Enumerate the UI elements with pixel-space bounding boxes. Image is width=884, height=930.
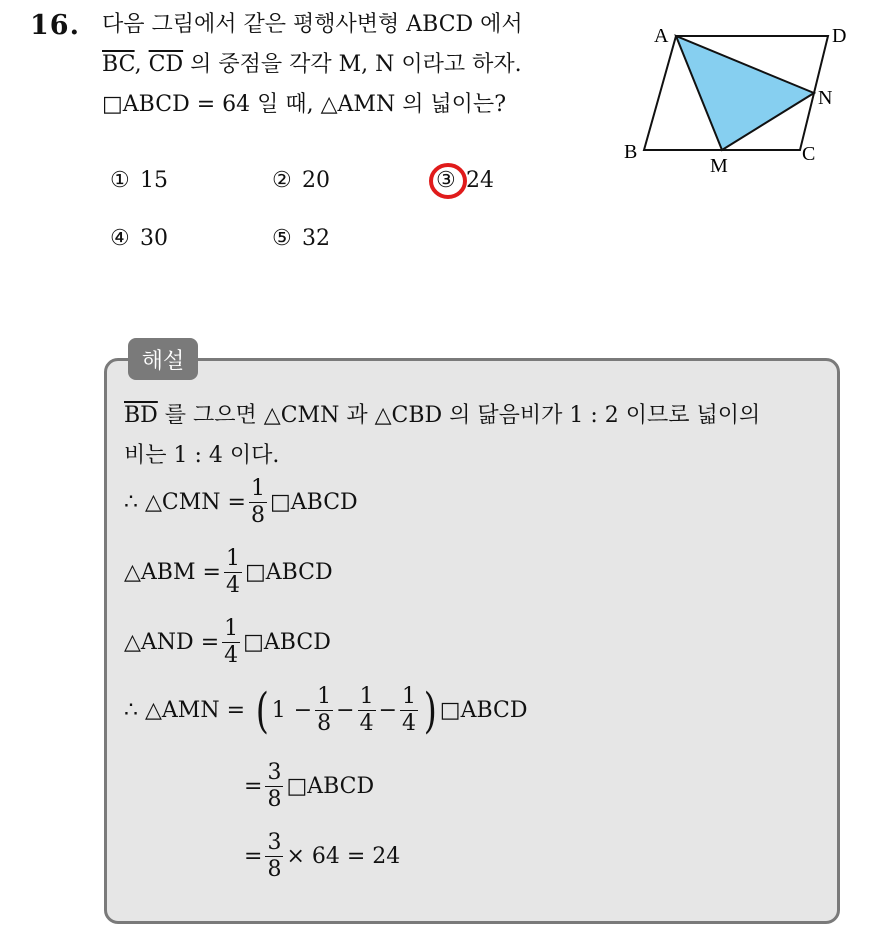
label-n: N bbox=[818, 87, 833, 109]
question-line-2-rest: 의 중점을 각각 M, N 이라고 하자. bbox=[183, 52, 522, 77]
eq3-num: 1 bbox=[224, 616, 239, 641]
eq5-den: 8 bbox=[267, 787, 282, 812]
solution-tag: 해설 bbox=[128, 338, 198, 380]
eq3-fraction bbox=[222, 618, 240, 667]
equation-step-6 bbox=[244, 832, 400, 881]
eq6-left: = bbox=[244, 844, 263, 869]
eq4-minus-1: − bbox=[293, 698, 313, 723]
eq5-right: □ABCD bbox=[286, 774, 375, 799]
equation-step-5 bbox=[244, 762, 374, 811]
left-paren: ( bbox=[255, 682, 269, 739]
eq4-d3: 4 bbox=[402, 711, 417, 736]
question-number: 16. bbox=[30, 10, 80, 41]
label-d: D bbox=[832, 25, 847, 47]
eq4-n1: 1 bbox=[317, 684, 332, 709]
choice-2-value: 20 bbox=[302, 168, 330, 193]
right-paren: ) bbox=[423, 682, 437, 739]
choice-1-mark: ① bbox=[110, 168, 130, 193]
eq5-left: = bbox=[244, 774, 263, 799]
eq4-right: □ABCD bbox=[439, 698, 528, 723]
eq2-left: △ABM = bbox=[124, 560, 221, 585]
eq4-n3: 1 bbox=[402, 684, 417, 709]
eq6-right: × 64 = 24 bbox=[286, 844, 401, 869]
eq2-num: 1 bbox=[225, 546, 240, 571]
label-a: A bbox=[654, 25, 669, 47]
eq4-one: 1 bbox=[271, 698, 286, 723]
equation-cmn bbox=[124, 478, 358, 527]
segment-cd: $\overline{CD}$ bbox=[148, 52, 184, 77]
eq3-den: 4 bbox=[224, 643, 239, 668]
choice-5[interactable] bbox=[272, 226, 330, 251]
choice-3-mark: ③ bbox=[436, 168, 456, 193]
eq4-left: ∴ △AMN = bbox=[124, 698, 245, 723]
eq3-left: △AND = bbox=[124, 630, 220, 655]
eq1-fraction bbox=[249, 478, 267, 527]
choice-1[interactable] bbox=[110, 168, 168, 193]
eq4-fraction-1 bbox=[315, 686, 333, 735]
eq1-right: □ABCD bbox=[269, 490, 358, 515]
eq1-den: 8 bbox=[250, 503, 265, 528]
eq5-num: 3 bbox=[267, 760, 282, 785]
choice-4[interactable] bbox=[110, 226, 168, 251]
eq2-right: □ABCD bbox=[244, 560, 333, 585]
solution-line-1-rest: 를 그으면 △CMN 과 △CBD 의 닮음비가 1 : 2 이므로 넓이의 bbox=[157, 403, 761, 428]
choice-5-mark: ⑤ bbox=[272, 226, 292, 251]
question-line-3: □ABCD = 64 일 때, △AMN 의 넓이는? bbox=[102, 92, 506, 117]
eq1-left: ∴ △CMN = bbox=[124, 490, 246, 515]
eq1-num: 1 bbox=[250, 476, 265, 501]
parallelogram-figure bbox=[614, 18, 860, 186]
eq3-right: □ABCD bbox=[243, 630, 331, 655]
comma: , bbox=[134, 52, 149, 77]
choice-2[interactable] bbox=[272, 168, 330, 193]
eq4-fraction-2 bbox=[358, 686, 376, 735]
eq2-den: 4 bbox=[225, 573, 240, 598]
solution-line-2: 비는 1 : 4 이다. bbox=[124, 443, 280, 468]
segment-bd: $\overline{BD}$ bbox=[124, 403, 158, 428]
eq4-fraction-3 bbox=[400, 686, 418, 735]
equation-and bbox=[124, 618, 331, 667]
eq4-minus-3: − bbox=[378, 698, 398, 723]
equation-amn bbox=[124, 682, 528, 739]
eq5-fraction bbox=[265, 762, 283, 811]
eq2-fraction bbox=[224, 548, 242, 597]
eq6-den: 8 bbox=[267, 857, 282, 882]
eq4-minus-2: − bbox=[336, 698, 355, 723]
choice-4-mark: ④ bbox=[110, 226, 130, 251]
segment-bc: $\overline{BC}$ bbox=[102, 52, 135, 77]
eq4-d1: 8 bbox=[317, 711, 332, 736]
eq6-fraction bbox=[265, 832, 283, 881]
question-line-2 bbox=[102, 52, 522, 78]
triangle-amn bbox=[676, 36, 814, 150]
choice-3-value: 24 bbox=[466, 168, 494, 193]
choice-1-value: 15 bbox=[140, 168, 168, 193]
equation-abm bbox=[124, 548, 333, 597]
label-b: B bbox=[624, 141, 638, 163]
eq4-n2: 1 bbox=[359, 684, 374, 709]
question-line-1: 다음 그림에서 같은 평행사변형 ABCD 에서 bbox=[102, 12, 523, 37]
choice-4-value: 30 bbox=[140, 226, 168, 251]
choice-5-value: 32 bbox=[302, 226, 330, 251]
answer-circle-mark bbox=[426, 160, 472, 202]
solution-line-1 bbox=[124, 398, 760, 429]
eq6-num: 3 bbox=[267, 830, 282, 855]
choice-2-mark: ② bbox=[272, 168, 292, 193]
label-c: C bbox=[802, 143, 816, 165]
eq4-d2: 4 bbox=[359, 711, 374, 736]
label-m: M bbox=[710, 155, 728, 177]
